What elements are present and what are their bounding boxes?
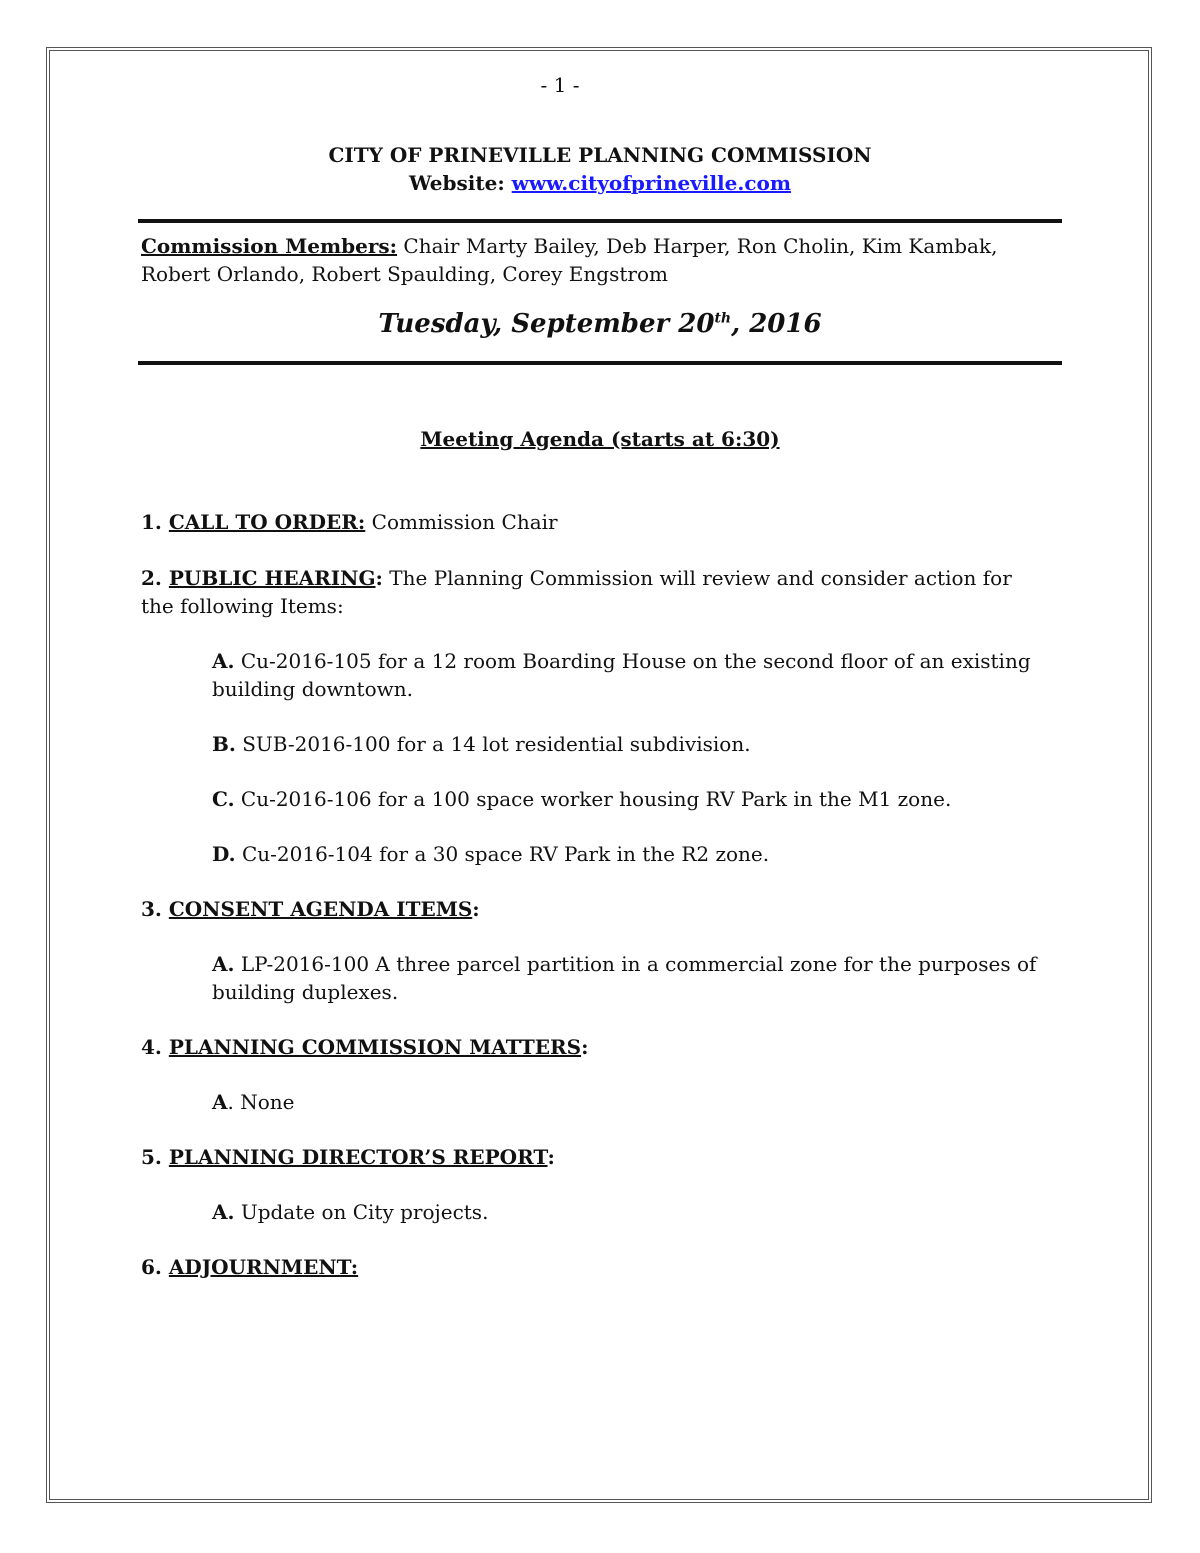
- meeting-date-ordinal: th: [714, 310, 732, 327]
- agenda-section-2: [141, 564, 1041, 620]
- item-letter: D.: [212, 842, 236, 866]
- agenda-item-3a: [212, 950, 1052, 1006]
- agenda-item-2c: [212, 785, 1052, 813]
- agenda-item-2d: [212, 840, 1052, 868]
- meeting-date: [0, 309, 1200, 339]
- item-letter: A: [212, 1090, 228, 1114]
- commission-members: [141, 232, 1061, 288]
- section-colon: :: [375, 566, 383, 590]
- item-text: Update on City projects.: [234, 1200, 489, 1224]
- website-line: [0, 171, 1200, 195]
- members-names: Chair Marty Bailey, Deb Harper, Ron Cholin, Kim Kambak, Robert Orlando, Robert Spaulding, Corey Engstrom: [141, 234, 998, 286]
- website-label: Website:: [408, 171, 512, 195]
- item-letter: B.: [212, 732, 236, 756]
- section-number: 2.: [141, 566, 169, 590]
- item-letter: C.: [212, 787, 235, 811]
- item-text: Cu-2016-106 for a 100 space worker housing RV Park in the M1 zone.: [234, 787, 952, 811]
- section-number: 4.: [141, 1035, 169, 1059]
- members-label: Commission Members:: [141, 234, 398, 258]
- section-colon: :: [581, 1035, 589, 1059]
- agenda-item-5a: [212, 1198, 1052, 1226]
- item-text: SUB-2016-100 for a 14 lot residential subdivision.: [235, 732, 751, 756]
- agenda-item-2a: [212, 647, 1052, 703]
- section-text: Commission Chair: [365, 510, 558, 534]
- item-text: Cu-2016-104 for a 30 space RV Park in the R2 zone.: [235, 842, 770, 866]
- item-text: LP-2016-100 A three parcel partition in a commercial zone for the purposes of building duplexes.: [212, 952, 1037, 1004]
- section-title: PLANNING DIRECTOR’S REPORT: [168, 1145, 548, 1169]
- header-divider-bottom: [138, 361, 1062, 365]
- item-text: . None: [227, 1090, 295, 1114]
- agenda-section-5: [141, 1143, 1041, 1171]
- page-number: - 1 -: [540, 73, 580, 97]
- agenda-section-3: [141, 895, 1041, 923]
- section-number: 3.: [141, 897, 169, 921]
- section-title: ADJOURNMENT:: [168, 1255, 359, 1279]
- section-title: PLANNING COMMISSION MATTERS: [168, 1035, 582, 1059]
- section-colon: :: [472, 897, 480, 921]
- agenda-item-2b: [212, 730, 1052, 758]
- section-text: The Planning Commission will review and consider action for the following Items:: [141, 566, 1012, 618]
- agenda-item-4a: [212, 1088, 1052, 1116]
- document-title: CITY OF PRINEVILLE PLANNING COMMISSION: [328, 143, 872, 167]
- header-divider-top: [138, 219, 1062, 223]
- meeting-date-year: , 2016: [731, 309, 822, 339]
- section-title: CALL TO ORDER:: [168, 510, 366, 534]
- agenda-section-4: [141, 1033, 1041, 1061]
- section-colon: :: [547, 1145, 555, 1169]
- item-text: Cu-2016-105 for a 12 room Boarding House on the second floor of an existing building downtown.: [212, 649, 1031, 701]
- meeting-date-day: Tuesday, September 20: [378, 309, 715, 339]
- agenda-section-1: [141, 508, 1041, 536]
- section-number: 1.: [141, 510, 169, 534]
- section-number: 6.: [141, 1255, 169, 1279]
- agenda-heading: Meeting Agenda (starts at 6:30): [420, 427, 780, 451]
- section-title: CONSENT AGENDA ITEMS: [168, 897, 473, 921]
- website-link[interactable]: www.cityofprineville.com: [511, 171, 792, 195]
- section-number: 5.: [141, 1145, 169, 1169]
- item-letter: A.: [212, 649, 235, 673]
- item-letter: A.: [212, 1200, 235, 1224]
- item-letter: A.: [212, 952, 235, 976]
- section-title: PUBLIC HEARING: [168, 566, 376, 590]
- agenda-section-6: [141, 1253, 1041, 1281]
